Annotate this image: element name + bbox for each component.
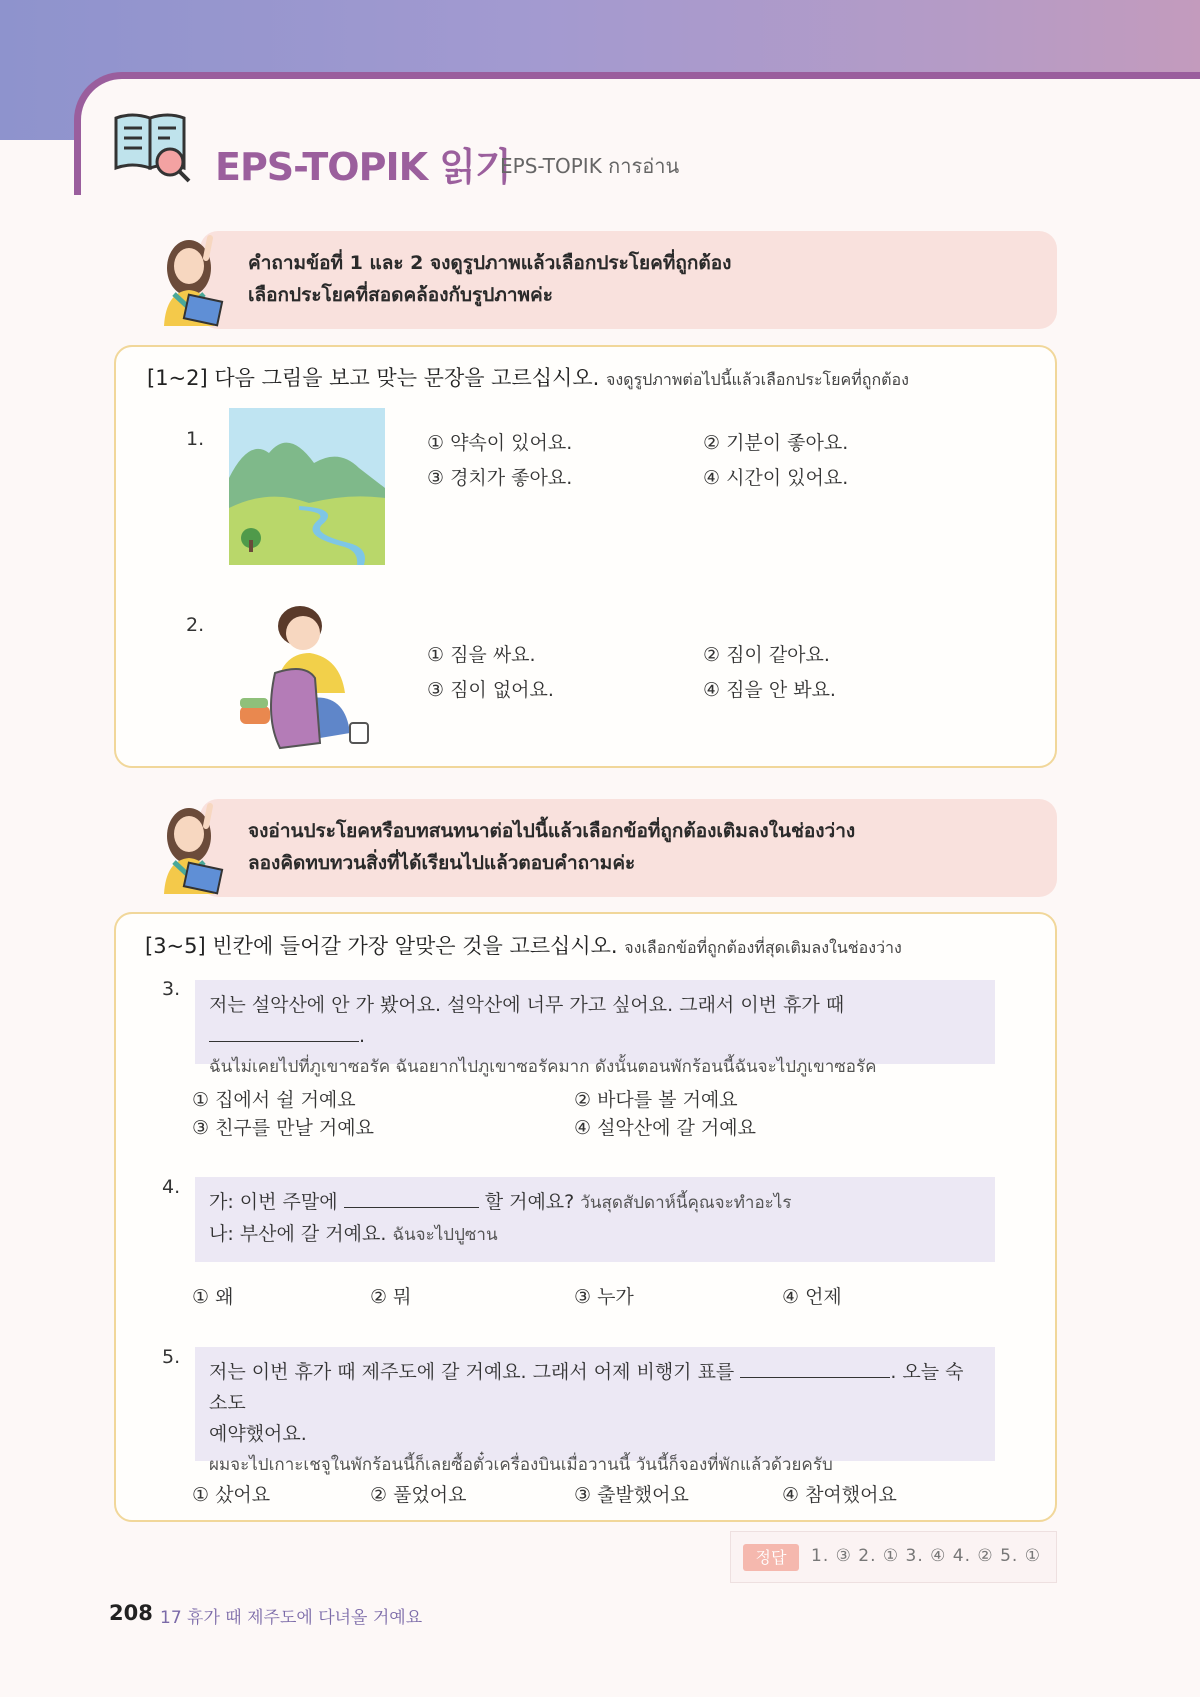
answer-blank: [209, 1024, 359, 1042]
passage-text: 할 거예요?: [484, 1191, 575, 1213]
answer-option[interactable]: ① 왜: [192, 1286, 234, 1308]
page-title: EPS-TOPIK 읽기: [215, 145, 511, 189]
answer-option[interactable]: ② 풀었어요: [370, 1484, 467, 1506]
section-heading: [145, 930, 902, 961]
question-number: 5.: [162, 1346, 181, 1368]
passage-text: 저는 이번 휴가 때 제주도에 갈 거예요. 그래서 어제 비행기 표를: [209, 1361, 735, 1383]
answer-blank: [344, 1190, 479, 1208]
answer-option[interactable]: ② 바다를 볼 거예요: [574, 1089, 738, 1111]
section-heading-ko: [3~5] 빈칸에 들어갈 가장 알맞은 것을 고르십시오.: [145, 934, 618, 958]
teacher-illustration-icon: [144, 796, 234, 896]
page-subtitle: EPS-TOPIK การอ่าน: [500, 154, 680, 178]
section-heading-th: จงเลือกข้อที่ถูกต้องที่สุดเติมลงในช่องว่าง: [624, 938, 902, 957]
answer-key-box: [730, 1531, 1057, 1583]
answer-key-badge: 정답: [743, 1544, 799, 1571]
answer-option[interactable]: ③ 짐이 없어요.: [427, 679, 554, 701]
question-number: 3.: [162, 978, 181, 1000]
answer-option[interactable]: ① 짐을 싸요.: [427, 644, 536, 666]
frame-mask: [70, 195, 90, 1697]
chapter-title: 17 휴가 때 제주도에 다녀올 거예요: [160, 1608, 423, 1628]
answer-key-text: 1. ③ 2. ① 3. ④ 4. ② 5. ①: [811, 1546, 1041, 1566]
landscape-illustration: [229, 408, 385, 565]
question-passage: [195, 980, 995, 1077]
instruction-line: จงอ่านประโยคหรือบทสนทนาต่อไปนี้แล้วเลือกข้อที่ถูกต้องเติมลงในช่องว่าง: [248, 820, 856, 842]
passage-translation: ผมจะไปเกาะเชจูในพักร้อนนี้ก็เลยซื้อตั๋วเครื่องบินเมื่อวานนี้ วันนี้ก็จองที่พักแล้วด้วยครับ: [209, 1455, 833, 1475]
question-passage: [195, 1177, 995, 1262]
packing-boy-illustration: [235, 598, 380, 750]
question-passage: [195, 1347, 995, 1475]
instruction-line: เลือกประโยคที่สอดคล้องกับรูปภาพค่ะ: [248, 284, 553, 306]
answer-option[interactable]: ③ 경치가 좋아요.: [427, 467, 573, 489]
passage-text: . 오늘 숙소도: [209, 1361, 964, 1414]
question-number: 4.: [162, 1176, 181, 1198]
answer-option[interactable]: ② 짐이 같아요.: [703, 644, 830, 666]
section-heading-ko: [1~2] 다음 그림을 보고 맞는 문장을 고르십시오.: [147, 366, 600, 390]
answer-blank: [740, 1360, 890, 1378]
instruction-line: คำถามข้อที่ 1 และ 2 จงดูรูปภาพแล้วเลือกประโยคที่ถูกต้อง: [248, 252, 732, 274]
passage-text: .: [359, 1025, 366, 1047]
answer-option[interactable]: ④ 참여했어요: [782, 1484, 897, 1506]
answer-option[interactable]: ④ 시간이 있어요.: [703, 467, 849, 489]
book-magnifier-icon: [112, 104, 192, 184]
answer-option[interactable]: ② 뭐: [370, 1286, 412, 1308]
passage-translation: วันสุดสัปดาห์นี้คุณจะทำอะไร: [580, 1193, 792, 1213]
page-number: 208: [109, 1601, 153, 1625]
answer-option[interactable]: ④ 짐을 안 봐요.: [703, 679, 836, 701]
question-number: 1.: [186, 428, 205, 450]
answer-option[interactable]: ③ 출발했어요: [574, 1484, 689, 1506]
answer-option[interactable]: ④ 언제: [782, 1286, 842, 1308]
answer-option[interactable]: ③ 누가: [574, 1286, 634, 1308]
section-heading-th: จงดูรูปภาพต่อไปนี้แล้วเลือกประโยคที่ถูกต้อง: [605, 370, 909, 389]
answer-option[interactable]: ③ 친구를 만날 거예요: [192, 1117, 374, 1139]
passage-translation: ฉันไม่เคยไปที่ภูเขาซอรัค ฉันอยากไปภูเขาซอรัคมาก ดังนั้นตอนพักร้อนนี้ฉันจะไปภูเขาซอรัค: [209, 1057, 877, 1077]
passage-text: 예약했어요.: [209, 1423, 307, 1445]
instruction-line: ลองคิดทบทวนสิ่งที่ได้เรียนไปแล้วตอบคำถามค่ะ: [248, 852, 636, 874]
answer-option[interactable]: ① 약속이 있어요.: [427, 432, 573, 454]
answer-option[interactable]: ① 집에서 쉴 거예요: [192, 1089, 356, 1111]
passage-text: 저는 설악산에 안 가 봤어요. 설악산에 너무 가고 싶어요. 그래서 이번 휴가 때: [209, 994, 845, 1016]
passage-text: 나: 부산에 갈 거예요.: [209, 1223, 387, 1245]
section-heading: [147, 362, 909, 393]
passage-translation: ฉันจะไปปูซาน: [392, 1225, 498, 1245]
answer-option[interactable]: ④ 설악산에 갈 거예요: [574, 1117, 756, 1139]
answer-option[interactable]: ② 기분이 좋아요.: [703, 432, 849, 454]
question-number: 2.: [186, 614, 205, 636]
teacher-illustration-icon: [144, 228, 234, 328]
answer-option[interactable]: ① 샀어요: [192, 1484, 271, 1506]
passage-text: 가: 이번 주말에: [209, 1191, 338, 1213]
